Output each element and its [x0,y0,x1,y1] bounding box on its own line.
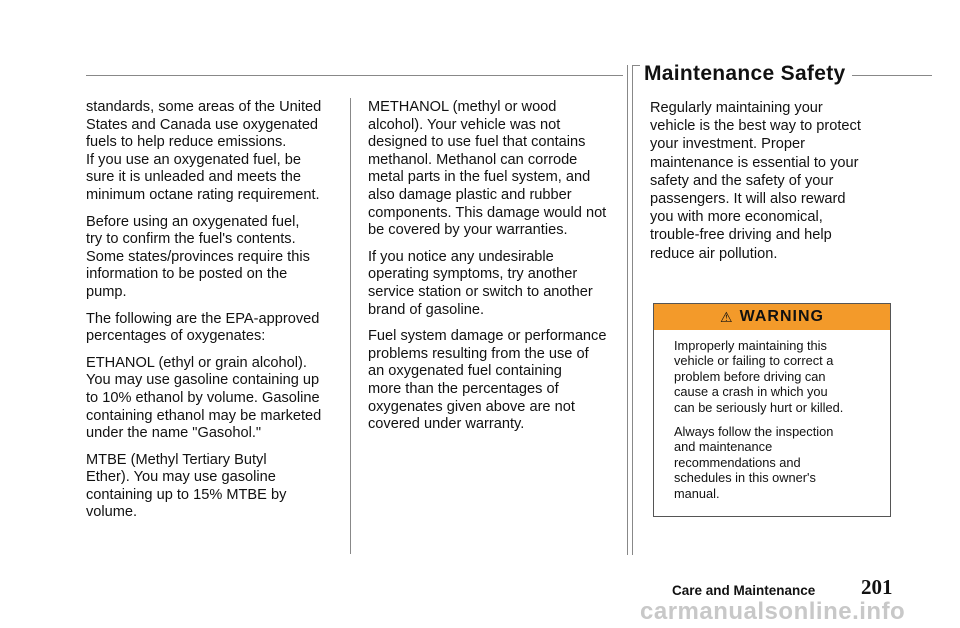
paragraph: Always follow the inspection and maintenance recommendations and schedules in this owner's manual. [674,424,834,501]
middle-column [368,99,624,443]
paragraph: ETHANOL (ethyl or grain alcohol). You may use gasoline containing up to 10% ethanol by volume. Gasoline containing ethanol may be marketed under the name "Gasohol." [86,354,322,442]
warning-body [674,338,884,510]
left-column [86,99,348,531]
watermark: carmanualsonline.info [640,598,906,625]
paragraph: Regularly maintaining your vehicle is the best way to protect your investment. Proper maintenance is essential to your safety and the safety of your passengers. It will also reward you with more economical, trouble-free driving and help reduce air pollution. [650,100,861,262]
column-divider-right-a [627,65,628,555]
column-divider-left [350,98,351,554]
paragraph: Fuel system damage or performance problems resulting from the use of an oxygenated fuel containing more than the percentages of oxygenates given above are not covered under warranty. [368,328,607,433]
paragraph: Improperly maintaining this vehicle or failing to correct a problem before driving can cause a crash in which you can be seriously hurt or killed. [674,338,844,415]
paragraph: standards, some areas of the United States and Canada use oxygenated fuels to help reduce emissions. If you use an oxygenated fuel, be sure it is unleaded and meets the minimum octane rating requirement. [86,99,322,203]
warning-triangle-icon: ⚠ [720,308,734,325]
top-rule-left [86,75,623,76]
column-divider-right-b [632,65,633,555]
warning-box [653,303,891,517]
top-rule-right [852,75,932,76]
warning-label: WARNING [739,308,824,325]
warning-banner [654,304,890,330]
footer-section-title: Care and Maintenance [672,583,816,598]
right-column [650,99,920,272]
paragraph: If you notice any undesirable operating symptoms, try another service station or switch to another brand of gasoline. [368,248,593,318]
paragraph: METHANOL (methyl or wood alcohol). Your vehicle was not designed to use fuel that contains methanol. Methanol can corrode metal parts in the fuel system, and also damage plastic and rubber components. This damage would not be covered by your warranties. [368,99,607,239]
paragraph: The following are the EPA-approved percentages of oxygenates: [86,310,320,345]
paragraph: MTBE (Methyl Tertiary Butyl Ether). You may use gasoline containing up to 15% MTBE by volume. [86,451,287,521]
page-title: Maintenance Safety [644,62,846,85]
paragraph: Before using an oxygenated fuel, try to confirm the fuel's contents. Some states/provinces require this information to be posted on the pump. [86,213,310,300]
page-number: 201 [861,575,893,599]
title-bracket-top [632,65,640,66]
